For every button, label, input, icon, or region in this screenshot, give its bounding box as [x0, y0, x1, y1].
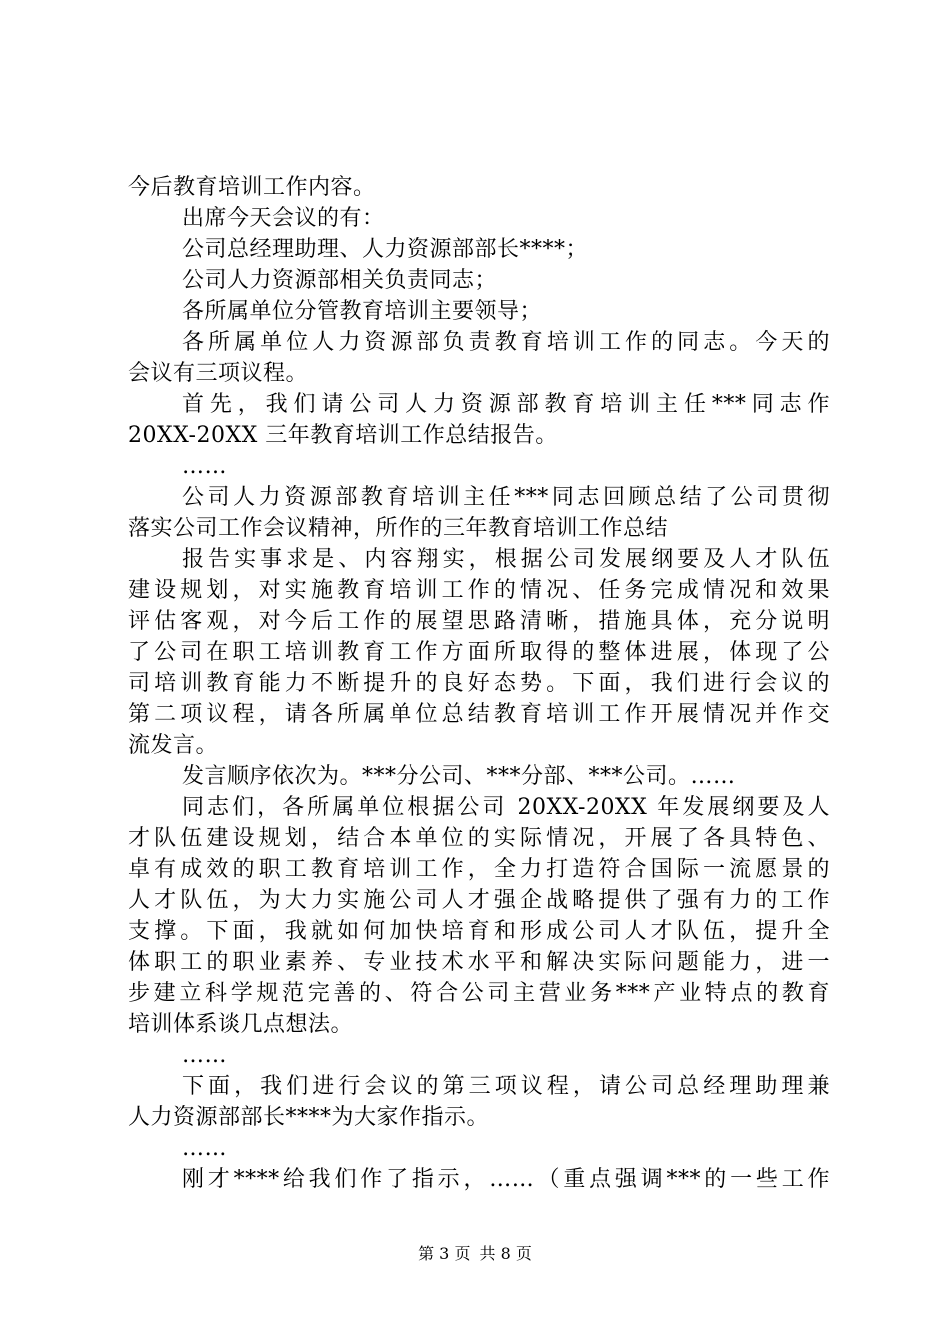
- page-footer: [0, 1244, 950, 1264]
- text-line: 体职工的职业素养、专业技术水平和解决实际问题能力，进一: [128, 950, 830, 975]
- text-line: 司培训教育能力不断提升的良好态势。下面，我们进行会议的: [128, 671, 830, 696]
- text-line: 出席今天会议的有：: [182, 206, 385, 231]
- text-line: 公司总经理助理、人力资源部部长****；: [182, 237, 589, 262]
- text-line: 评估客观，对今后工作的展望思路清晰，措施具体，充分说明: [128, 609, 830, 634]
- text-line: 报告实事求是、内容翔实，根据公司发展纲要及人才队伍: [182, 547, 830, 572]
- text-line: 下面，我们进行会议的第三项议程，请公司总经理助理兼: [182, 1074, 830, 1099]
- text-line: 卓有成效的职工教育培训工作，全力打造符合国际一流愿景的: [128, 857, 830, 882]
- text-line: 今后教育培训工作内容。: [128, 175, 376, 200]
- text-line: 步建立科学规范完善的、符合公司主营业务***产业特点的教育: [128, 981, 830, 1006]
- text-line: 公司人力资源部相关负责同志；: [182, 268, 498, 293]
- text-line: 会议有三项议程。: [128, 361, 309, 386]
- text-line: 人才队伍，为大力实施公司人才强企战略提供了强有力的工作: [128, 888, 830, 913]
- text-line: 建设规划，对实施教育培训工作的情况、任务完成情况和效果: [128, 578, 830, 603]
- page-number: 第 3 页: [418, 1244, 471, 1263]
- text-line: 20XX-20XX 三年教育培训工作总结报告。: [128, 423, 558, 448]
- text-line: 流发言。: [128, 733, 219, 758]
- text-line: 刚才****给我们作了指示，……（重点强调***的一些工作: [182, 1167, 830, 1192]
- document-body: [128, 172, 830, 1195]
- text-line: 才队伍建设规划，结合本单位的实际情况，开展了各具特色、: [128, 826, 830, 851]
- text-line: 发言顺序依次为。***分公司、***分部、***公司。……: [182, 764, 736, 789]
- text-line: 落实公司工作会议精神，所作的三年教育培训工作总结: [128, 516, 669, 541]
- text-line: 公司人力资源部教育培训主任***同志回顾总结了公司贯彻: [182, 485, 830, 510]
- text-line: 人力资源部部长****为大家作指示。: [128, 1105, 490, 1130]
- text-line: ……: [182, 454, 227, 479]
- text-line: 各所属单位分管教育培训主要领导；: [182, 299, 543, 324]
- page-total: 共 8 页: [479, 1244, 532, 1263]
- text-line: ……: [182, 1136, 227, 1161]
- text-line: 第二项议程，请各所属单位总结教育培训工作开展情况并作交: [128, 702, 830, 727]
- text-line: 支撑。下面，我就如何加快培育和形成公司人才队伍，提升全: [128, 919, 830, 944]
- text-line: 同志们，各所属单位根据公司 20XX-20XX 年发展纲要及人: [182, 795, 830, 820]
- text-line: 各所属单位人力资源部负责教育培训工作的同志。今天的: [182, 330, 830, 355]
- text-line: 首先，我们请公司人力资源部教育培训主任***同志作: [182, 392, 830, 417]
- text-line: 了公司在职工培训教育工作方面所取得的整体进展，体现了公: [128, 640, 830, 665]
- text-line: ……: [182, 1043, 227, 1068]
- text-line: 培训体系谈几点想法。: [128, 1012, 354, 1037]
